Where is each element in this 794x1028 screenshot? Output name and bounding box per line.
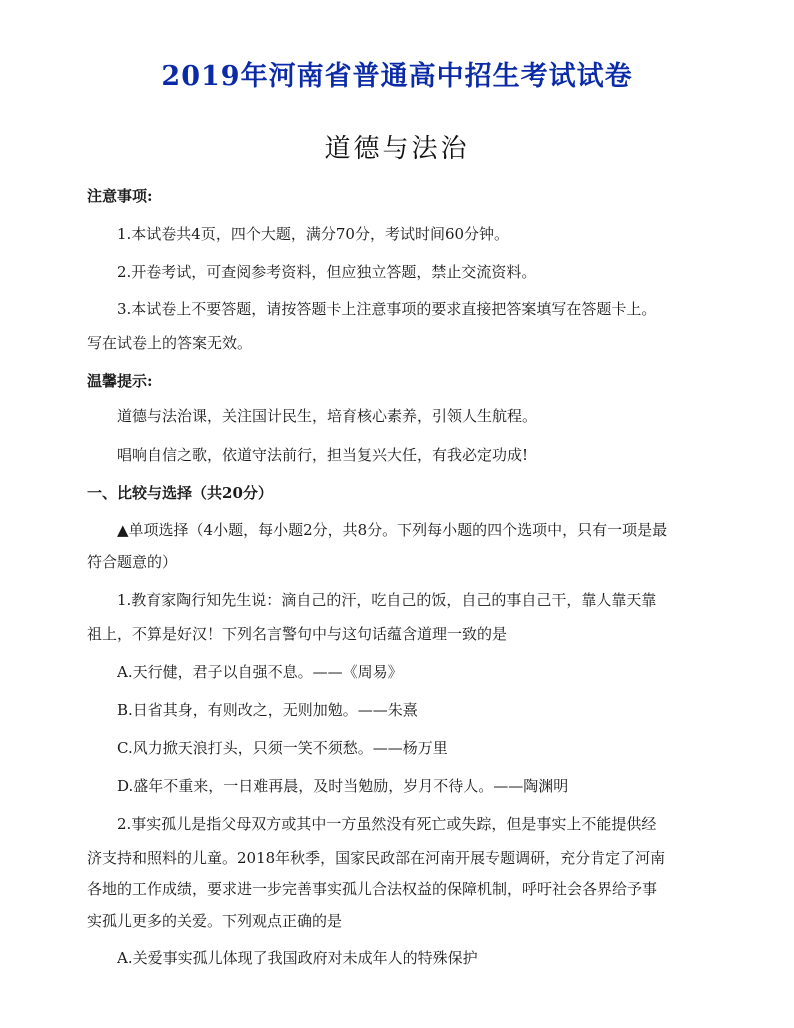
q1-option-b: B.日省其身，有则改之，无则加勉。——朱熹	[117, 701, 418, 719]
notice-item-3-continued: 写在试卷上的答案无效。	[87, 334, 253, 352]
section-1-instruction-continued: 符合题意的）	[87, 553, 178, 571]
tips-line-2: 唱响自信之歌，依道守法前行，担当复兴大任，有我必定功成!	[117, 446, 529, 464]
q2-stem-line-2: 济支持和照料的儿童。2018年秋季，国家民政部在河南开展专题调研，充分肯定了河南	[87, 849, 666, 867]
q2-stem-line-4: 实孤儿更多的关爱。下列观点正确的是	[87, 912, 343, 930]
notice-item-3: 3.本试卷上不要答题，请按答题卡上注意事项的要求直接把答案填写在答题卡上。	[117, 300, 657, 318]
subject-title: 道德与法治	[324, 134, 470, 164]
q1-option-a: A.天行健，君子以自强不息。——《周易》	[117, 663, 403, 681]
q1-option-d: D.盛年不重来，一日难再晨，及时当勉励，岁月不待人。——陶渊明	[117, 777, 569, 795]
notice-heading: 注意事项:	[87, 187, 153, 205]
q2-stem-line-3: 各地的工作成绩，要求进一步完善事实孤儿合法权益的保障机制，呼吁社会各界给予事	[87, 880, 658, 898]
q2-option-a: A.关爱事实孤儿体现了我国政府对未成年人的特殊保护	[117, 949, 478, 967]
section-1-instruction: ▲单项选择（4小题，每小题2分，共8分。下列每小题的四个选项中，只有一项是最	[117, 521, 668, 539]
q1-stem-line-1: 1.教育家陶行知先生说：滴自己的汗，吃自己的饭，自己的事自己干，靠人靠天靠	[117, 591, 657, 609]
notice-item-1: 1.本试卷共4页，四个大题，满分70分，考试时间60分钟。	[117, 225, 510, 243]
q1-option-c: C.风力掀天浪打头，只须一笑不须愁。——杨万里	[117, 739, 448, 757]
section-1-heading: 一、比较与选择（共20分）	[87, 484, 273, 502]
notice-item-2: 2.开卷考试，可查阅参考资料，但应独立答题，禁止交流资料。	[117, 263, 537, 281]
q2-stem-line-1: 2.事实孤儿是指父母双方或其中一方虽然没有死亡或失踪，但是事实上不能提供经	[117, 815, 657, 833]
tips-line-1: 道德与法治课，关注国计民生，培育核心素养，引领人生航程。	[117, 407, 538, 425]
tips-heading: 温馨提示:	[87, 372, 153, 390]
q1-stem-line-2: 祖上，不算是好汉！下列名言警句中与这句话蕴含道理一致的是	[87, 625, 508, 643]
exam-title: 2019年河南省普通高中招生考试试卷	[161, 61, 633, 92]
